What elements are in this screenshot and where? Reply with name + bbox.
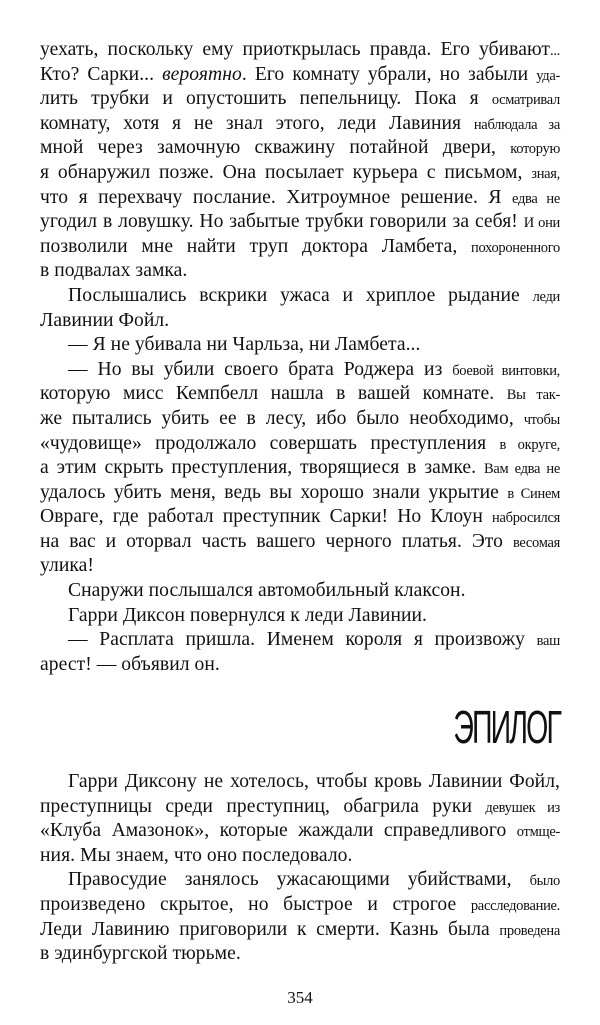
text-line: Леди Лавинию приговорили к смерти. Казнь была проведена — [40, 918, 560, 940]
text-line: арест! — объявил он. — [40, 653, 220, 675]
text-line: что я перехвачу послание. Хитроумное решение. Я едва не — [40, 186, 560, 208]
text-line: комнату, хотя я не знал этого, леди Лавиния наблюдала за — [40, 112, 560, 134]
text-line: Снаружи послышался автомобильный клаксон. — [68, 580, 466, 602]
text-line: ния. Мы знаем, что оно последовало. — [40, 844, 353, 866]
text-line: а этим скрыть преступления, творящиеся в замке. Вам едва не — [40, 457, 560, 479]
text-line: Лавинии Фойл. — [40, 309, 170, 331]
text-line: улика! — [40, 555, 94, 577]
text-line: на вас и оторвал часть вашего черного платья. Это весомая — [40, 530, 560, 552]
text-line: я обнаружил позже. Она посылает курьера с письмом, зная, — [40, 161, 560, 183]
text-line: — Расплата пришла. Именем короля я произвожу ваш — [68, 629, 560, 651]
text-line: Овраге, где работал преступник Сарки! Но Клоун набросился — [40, 506, 560, 528]
text-line: Правосудие занялось ужасающими убийствами, было — [68, 869, 560, 891]
text-line: которую мисс Кемпбелл нашла в вашей комнате. Вы так- — [40, 383, 560, 405]
text-line: Кто? Сарки... вероятно. Его комнату убрали, но забыли уда- — [40, 63, 560, 85]
page-number: 354 — [287, 988, 313, 1007]
italic-word: вероятно — [162, 63, 242, 85]
text-line: преступницы среди преступниц, обагрила руки девушек из — [40, 795, 560, 817]
text-line: Послышались вскрики ужаса и хриплое рыдание леди — [68, 284, 560, 306]
text-line: же пытались убить ее в лесу, ибо было необходимо, чтобы — [40, 407, 560, 429]
text-line: Гарри Диксону не хотелось, чтобы кровь Лавинии Фойл, — [68, 771, 560, 792]
text-line: удалось убить меня, ведь вы хорошо знали укрытие в Синем — [40, 481, 560, 503]
text-line: «Клуба Амазонок», которые жаждали справедливого отмще- — [40, 820, 560, 842]
text-line: произведено скрытое, но быстрое и строгое расследование. — [40, 893, 560, 915]
text-line: позволили мне найти труп доктора Ламбета, похороненного — [40, 235, 560, 257]
text-block-top — [40, 38, 560, 677]
text-line: — Но вы убили своего брата Роджера из боевой винтовки, — [68, 358, 560, 380]
text-line: мной через замочную скважину потайной двери, которую — [40, 137, 560, 159]
text-line: — Я не убивала ни Чарльза, ни Ламбета... — [68, 334, 421, 356]
text-line: уехать, поскольку ему приоткрылась правда. Его убивают... — [40, 39, 560, 60]
text-line: «чудовище» продолжало совершать преступления в округе, — [40, 432, 560, 454]
text-block-epilogue — [40, 770, 560, 967]
text-line: угодил в ловушку. Но забытые трубки говорили за себя! И они — [40, 211, 560, 233]
chapter-heading: ЭПИЛОГ — [453, 701, 560, 753]
text-line: в подвалах замка. — [40, 260, 188, 282]
text-line: в эдинбургской тюрьме. — [40, 943, 241, 965]
text-line: лить трубки и опустошить пепельницу. Пока я осматривал — [40, 88, 560, 110]
text-line: Гарри Диксон повернулся к леди Лавинии. — [68, 604, 428, 626]
